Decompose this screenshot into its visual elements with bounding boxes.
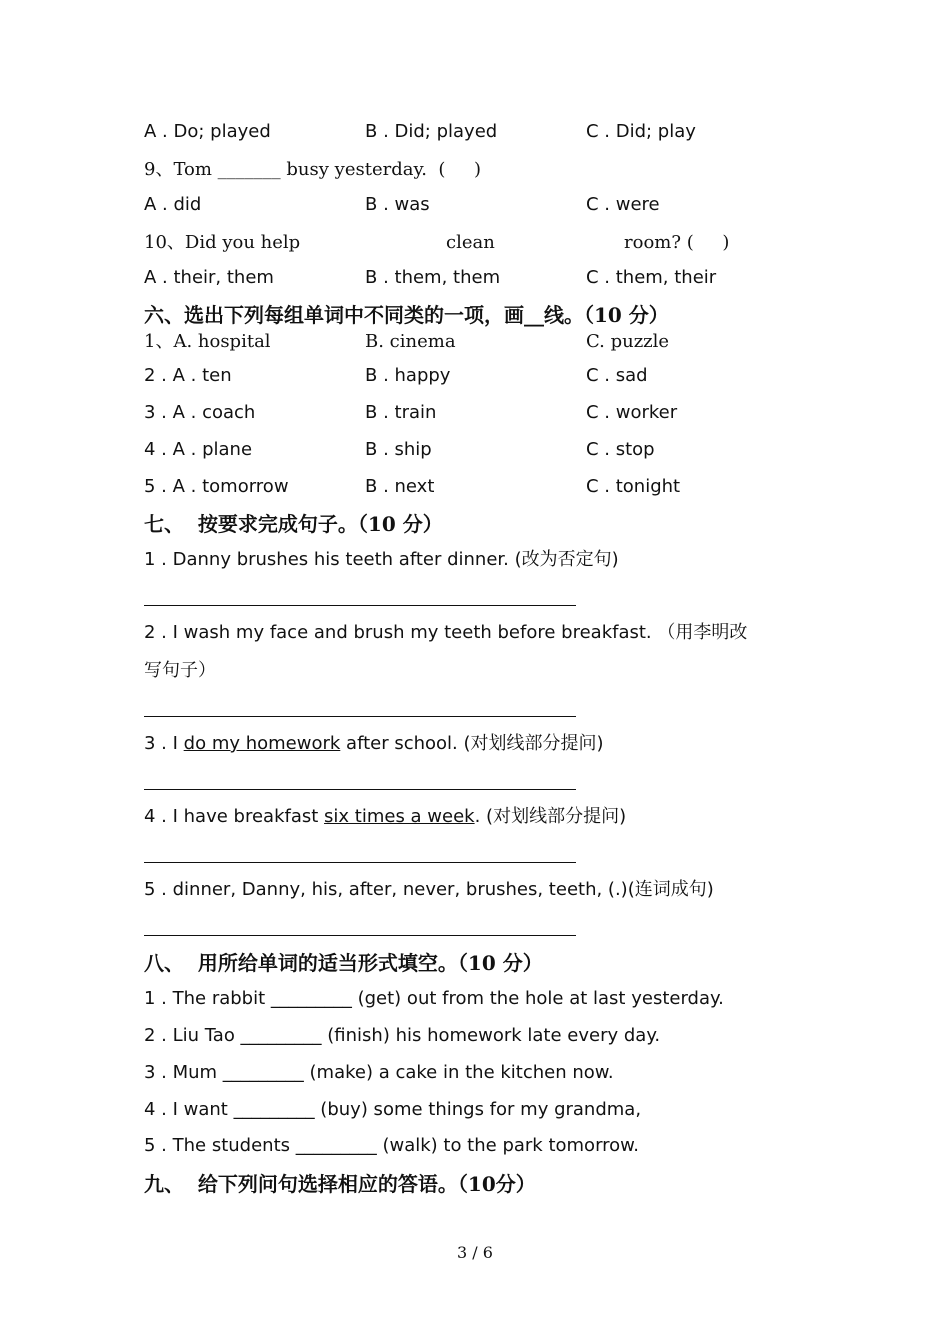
q8-option-a: A . Do; played [144,121,271,142]
q10-option-b: B . them, them [365,267,501,288]
q10-option-c: C . them, their [586,267,717,288]
section6-row4-c: C . stop [586,439,655,460]
section6-heading: 六、选出下列每组单词中不同类的一项，画__线。（10 分） [144,303,669,327]
section6-row3-c: C . worker [586,402,678,423]
section6-row5-b: B . next [365,476,435,497]
sentence3-prefix: 3 . I [144,733,184,754]
section6-row2-a: 2 . A . ten [144,365,232,386]
answer-line-1 [144,605,576,606]
section8-item4: 4 . I want _________ (buy) some things for my grandma, [144,1099,642,1120]
q10-option-a: A . their, them [144,267,274,288]
section6-row3-a: 3 . A . coach [144,402,256,423]
q10-stem-part3: room? ( ) [624,232,730,253]
sentence4-suffix: . (对划线部分提问) [474,806,627,827]
section7-sentence5: 5 . dinner, Danny, his, after, never, brushes, teeth, (.)(连词成句) [144,879,714,900]
q9-option-b: B . was [365,194,430,215]
section8-item5: 5 . The students _________ (walk) to the park tomorrow. [144,1135,639,1156]
q10-stem-part2: clean [446,232,495,253]
section7-sentence3 [144,732,604,756]
q9-stem: 9、Tom _______ busy yesterday. ( ) [144,159,482,180]
section6-row1-c: C. puzzle [586,331,670,352]
q8-option-c: C . Did; play [586,121,696,142]
section7-heading: 七、 按要求完成句子。（10 分） [144,512,443,536]
sentence4-underlined: six times a week [324,806,475,827]
section9-heading: 九、 给下列问句选择相应的答语。（10分） [144,1172,536,1196]
q10-stem-part1: 10、Did you help [144,232,301,253]
answer-line-2 [144,716,576,717]
section6-row4-a: 4 . A . plane [144,439,253,460]
answer-line-3 [144,789,576,790]
section6-row5-c: C . tonight [586,476,681,497]
sentence4-prefix: 4 . I have breakfast [144,806,325,827]
answer-line-5 [144,935,576,936]
section6-row1-b: B. cinema [365,331,456,352]
section6-row1-a: 1、A. hospital [144,331,271,352]
section8-item2: 2 . Liu Tao _________ (finish) his homework late every day. [144,1025,661,1046]
section6-row5-a: 5 . A . tomorrow [144,476,289,497]
section7-sentence1: 1 . Danny brushes his teeth after dinner. (改为否定句) [144,549,619,570]
section8-item3: 3 . Mum _________ (make) a cake in the kitchen now. [144,1062,614,1083]
section8-item1: 1 . The rabbit _________ (get) out from the hole at last yesterday. [144,988,724,1009]
page-number: 3 / 6 [457,1243,493,1262]
q9-option-a: A . did [144,194,202,215]
section7-sentence2-line1: 2 . I wash my face and brush my teeth before breakfast. （用李明改 [144,622,748,643]
section8-heading: 八、 用所给单词的适当形式填空。（10 分） [144,951,543,975]
sentence3-underlined: do my homework [183,733,341,754]
section6-row3-b: B . train [365,402,437,423]
answer-line-4 [144,862,576,863]
q9-option-c: C . were [586,194,660,215]
section6-row2-c: C . sad [586,365,648,386]
q8-option-b: B . Did; played [365,121,498,142]
section6-row2-b: B . happy [365,365,451,386]
section7-sentence2-line2: 写句子） [144,660,216,681]
section6-row4-b: B . ship [365,439,432,460]
section7-sentence4 [144,805,626,829]
sentence3-suffix: after school. (对划线部分提问) [340,733,604,754]
